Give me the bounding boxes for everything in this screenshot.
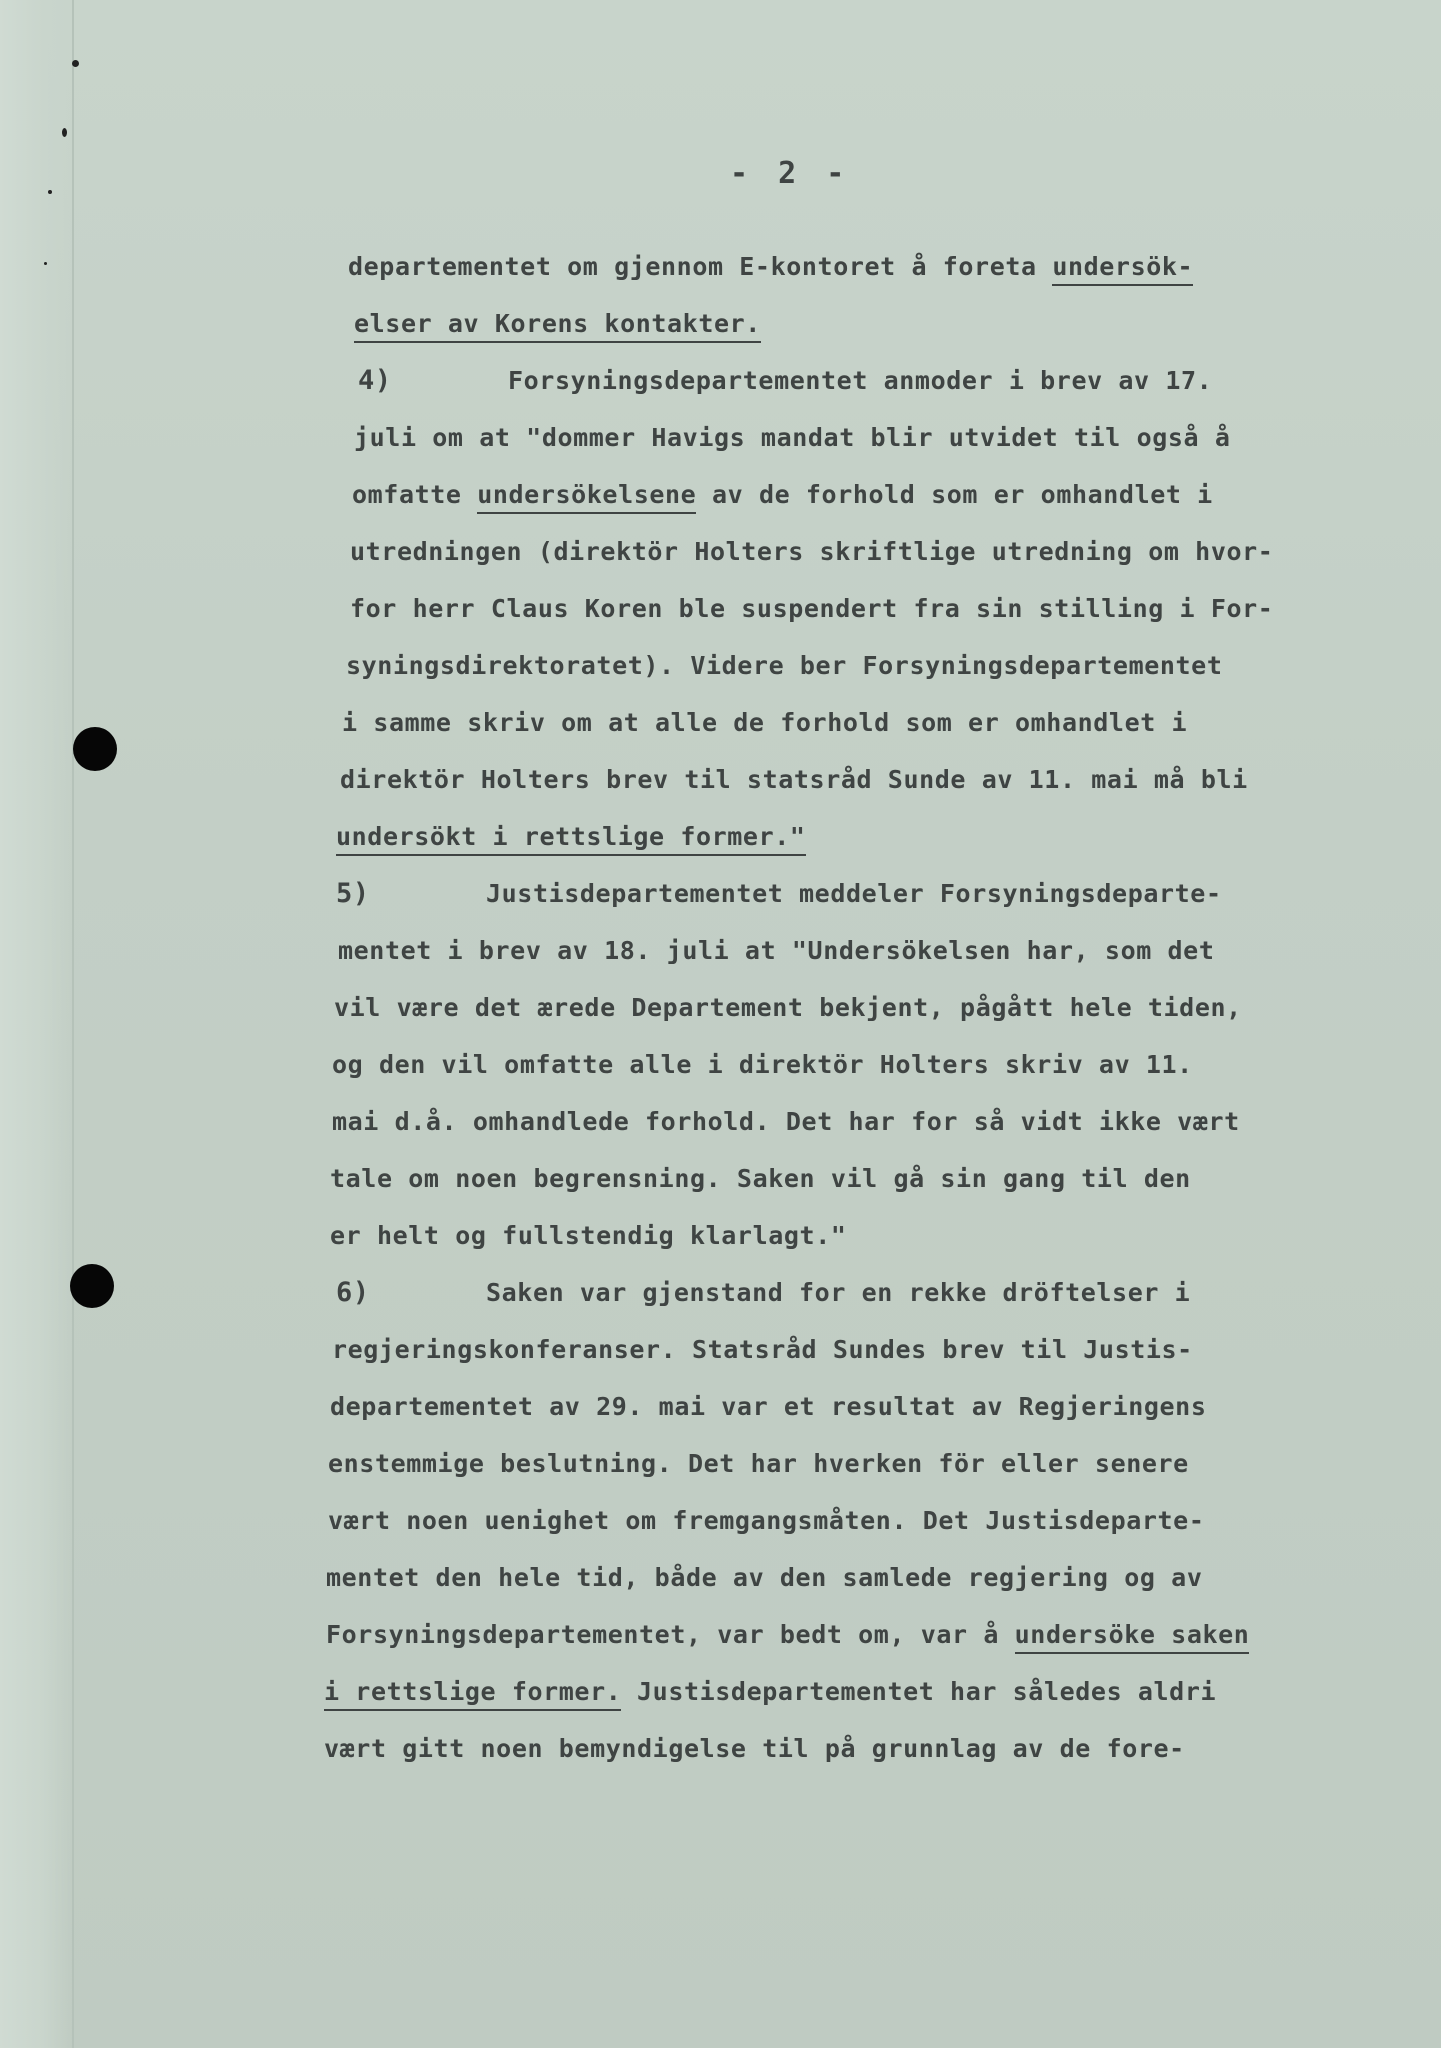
text-line <box>358 352 1370 409</box>
underlined-text: undersök- <box>1052 252 1193 286</box>
page-edge <box>0 0 74 2048</box>
text-line <box>330 1150 1370 1207</box>
ink-speck <box>44 262 47 265</box>
text-line <box>336 1264 1370 1321</box>
line-text: Justisdepartementet meddeler Forsyningsdeparte- <box>486 879 1222 908</box>
text-line <box>342 694 1370 751</box>
line-text: i samme skriv om at alle de forhold som er omhandlet i <box>342 708 1188 737</box>
line-text: Forsyningsdepartementet anmoder i brev av 17. <box>508 366 1213 395</box>
text-line <box>348 238 1370 295</box>
text-line <box>336 808 1370 865</box>
underlined-text: i rettslige former. <box>324 1677 621 1711</box>
line-text: departementet om gjennom E-kontoret å foreta <box>348 252 1053 281</box>
line-text: syningsdirektoratet). Videre ber Forsyningsdepartementet <box>346 651 1223 680</box>
underlined-text: undersöke saken <box>1015 1620 1250 1654</box>
text-line <box>352 466 1370 523</box>
item-number: 5) <box>336 878 370 909</box>
ink-speck <box>48 190 52 194</box>
text-line <box>332 1321 1370 1378</box>
line-text: Justisdepartementet har således aldri <box>621 1677 1217 1706</box>
text-line <box>328 1492 1370 1549</box>
text-line <box>332 1036 1370 1093</box>
text-line <box>346 637 1370 694</box>
line-text: enstemmige beslutning. Det har hverken för eller senere <box>328 1449 1189 1478</box>
punch-hole <box>73 727 117 771</box>
item-number: 4) <box>358 365 392 396</box>
underlined-text: elser av Korens kontakter. <box>354 309 761 343</box>
text-line <box>324 1663 1370 1720</box>
line-text: mentet den hele tid, både av den samlede regjering og av <box>326 1563 1203 1592</box>
text-line <box>326 1606 1370 1663</box>
text-line <box>354 409 1370 466</box>
text-line <box>326 1549 1370 1606</box>
text-line <box>328 1435 1370 1492</box>
text-line <box>350 523 1370 580</box>
item-number: 6) <box>336 1277 370 1308</box>
text-line <box>338 922 1370 979</box>
text-line <box>340 751 1370 808</box>
text-line <box>324 1720 1370 1777</box>
line-text: direktör Holters brev til statsråd Sunde av 11. mai må bli <box>340 765 1248 794</box>
line-text: og den vil omfatte alle i direktör Holters skriv av 11. <box>332 1050 1193 1079</box>
text-line <box>330 1378 1370 1435</box>
document-body <box>324 238 1370 1777</box>
text-line <box>336 865 1370 922</box>
page-number: - 2 - <box>730 156 851 191</box>
text-line <box>354 295 1370 352</box>
line-text: tale om noen begrensning. Saken vil gå sin gang til den <box>330 1164 1191 1193</box>
text-line <box>330 1207 1370 1264</box>
line-text: mentet i brev av 18. juli at "Undersökelsen har, som det <box>338 936 1215 965</box>
punch-hole <box>70 1264 114 1308</box>
ink-speck <box>62 128 67 137</box>
line-text: vært noen uenighet om fremgangsmåten. Det Justisdeparte- <box>328 1506 1205 1535</box>
line-text: er helt og fullstendig klarlagt." <box>330 1221 847 1250</box>
underlined-text: undersökelsene <box>477 480 696 514</box>
line-text: vært gitt noen bemyndigelse til på grunnlag av de fore- <box>324 1734 1185 1763</box>
line-text: Forsyningsdepartementet, var bedt om, var å <box>326 1620 1015 1649</box>
line-text: departementet av 29. mai var et resultat av Regjeringens <box>330 1392 1207 1421</box>
line-text: mai d.å. omhandlede forhold. Det har for så vidt ikke vært <box>332 1107 1240 1136</box>
text-line <box>332 1093 1370 1150</box>
line-text: regjeringskonferanser. Statsråd Sundes brev til Justis- <box>332 1335 1193 1364</box>
line-text: omfatte <box>352 480 478 509</box>
line-text: vil være det ærede Departement bekjent, pågått hele tiden, <box>334 993 1242 1022</box>
line-text: utredningen (direktör Holters skriftlige utredning om hvor- <box>350 537 1274 566</box>
ink-speck <box>72 60 79 67</box>
text-line <box>334 979 1370 1036</box>
line-text: for herr Claus Koren ble suspendert fra sin stilling i For- <box>350 594 1274 623</box>
text-line <box>350 580 1370 637</box>
line-text: Saken var gjenstand for en rekke dröftelser i <box>486 1278 1191 1307</box>
underlined-text: undersökt i rettslige former." <box>336 822 806 856</box>
line-text: av de forhold som er omhandlet i <box>696 480 1213 509</box>
line-text: juli om at "dommer Havigs mandat blir utvidet til også å <box>354 423 1231 452</box>
